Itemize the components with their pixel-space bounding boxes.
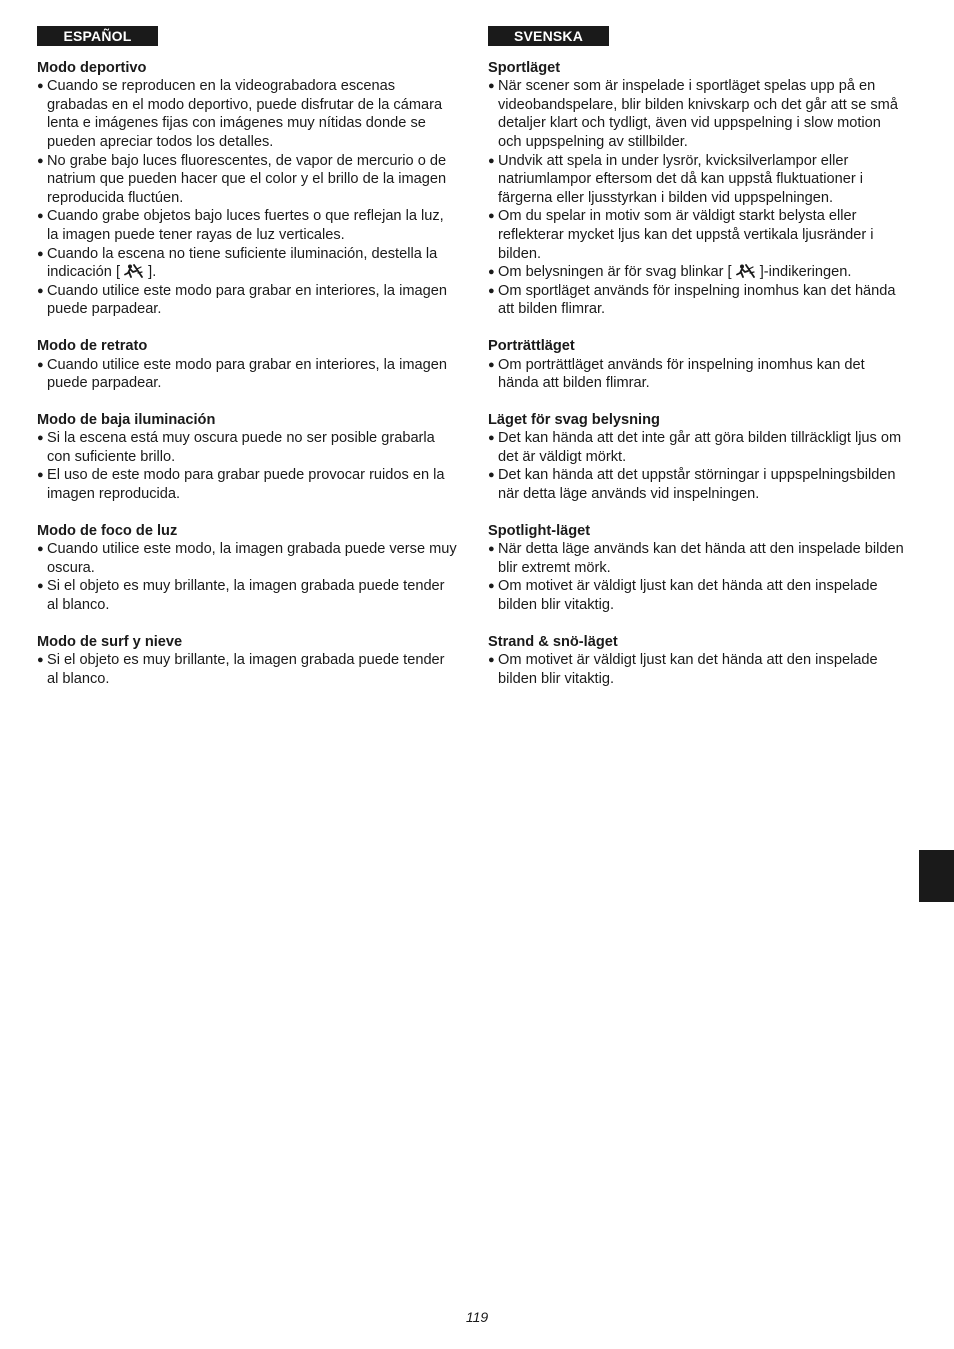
low-light-warning-icon	[736, 264, 756, 278]
list-item	[37, 282, 457, 319]
item-text-before: Om belysningen är för svag blinkar [	[498, 264, 732, 281]
bullet-icon: ●	[488, 543, 495, 556]
bullet-icon: ●	[488, 80, 495, 93]
list-item	[37, 77, 457, 151]
item-text: Cuando grabe objetos bajo luces fuertes o que reflejan la luz, la imagen puede tener rayas de luz verticales.	[47, 208, 444, 243]
list-item	[488, 466, 908, 503]
list-item	[488, 263, 908, 282]
espanol-column	[37, 26, 457, 688]
list-item	[37, 356, 457, 393]
bullet-icon: ●	[37, 284, 44, 297]
list-item	[37, 577, 457, 614]
bullet-list	[37, 356, 457, 393]
bullet-list	[488, 356, 908, 393]
list-item	[488, 77, 908, 151]
section	[37, 411, 457, 504]
section-title: Modo de baja iluminación	[37, 411, 216, 428]
section-title: Porträttläget	[488, 337, 575, 354]
bullet-icon: ●	[37, 154, 44, 167]
item-text: Cuando utilice este modo, la imagen grabada puede verse muy oscura.	[47, 541, 457, 576]
list-item	[488, 651, 908, 688]
section	[488, 59, 908, 319]
low-light-warning-icon	[124, 264, 144, 278]
list-item	[37, 245, 457, 282]
bullet-icon: ●	[488, 210, 495, 223]
item-text-after: ]-indikeringen.	[759, 264, 852, 281]
section-title: Strand & snö-läget	[488, 633, 618, 650]
bullet-icon: ●	[488, 284, 495, 297]
item-text: Det kan hända att det uppstår störningar i uppspelningsbilden när detta läge används vid inspelningen.	[498, 467, 896, 503]
section	[488, 522, 908, 615]
item-text: Cuando se reproducen en la videograbadora escenas grabadas en el modo deportivo, puede disfrutar de la cámara lenta e imágenes fijas con imágenes muy nítidas donde se pueden apreciar todos los detalles.	[47, 78, 443, 150]
list-item	[488, 207, 908, 263]
section	[488, 633, 908, 689]
bullet-icon: ●	[37, 210, 44, 223]
bullet-list	[488, 429, 908, 503]
bullet-icon: ●	[488, 154, 495, 167]
item-text: Det kan hända att det inte går att göra bilden tillräckligt ljus om det är väldigt mörkt.	[498, 430, 902, 465]
bullet-list	[37, 429, 457, 503]
item-text-before: Cuando la escena no tiene suficiente iluminación, destella la indicación [	[47, 245, 438, 281]
bullet-icon: ●	[37, 469, 44, 482]
item-text: Cuando utilice este modo para grabar en interiores, la imagen puede parpadear.	[47, 356, 447, 392]
bullet-list	[37, 651, 457, 688]
section-title: Modo de foco de luz	[37, 522, 178, 539]
list-item	[488, 282, 908, 319]
section	[488, 411, 908, 504]
page-number: 119	[465, 1309, 489, 1325]
bullet-icon: ●	[488, 580, 495, 593]
section	[37, 337, 457, 393]
section	[37, 633, 457, 689]
language-label-espanol: ESPAÑOL	[37, 26, 158, 46]
bullet-icon: ●	[37, 358, 44, 371]
item-text: Si la escena está muy oscura puede no ser posible grabarla con suficiente brillo.	[47, 430, 435, 465]
list-item	[37, 152, 457, 208]
bullet-icon: ●	[488, 469, 495, 482]
svenska-sections	[488, 59, 908, 689]
item-text: El uso de este modo para grabar puede provocar ruidos en la imagen reproducida.	[47, 467, 445, 503]
item-text-after: ].	[148, 264, 157, 281]
bullet-icon: ●	[488, 432, 495, 445]
item-text: Cuando utilice este modo para grabar en interiores, la imagen puede parpadear.	[47, 282, 447, 318]
section	[37, 59, 457, 319]
item-text: Undvik att spela in under lysrör, kvicksilverlampor eller natriumlampor eftersom det då kan uppstå fluktuationer i färgerna eller ljusstyrkan i bilden vid uppspelningen.	[498, 152, 864, 206]
svenska-column	[488, 26, 908, 688]
list-item	[37, 466, 457, 503]
section-title: Läget för svag belysning	[488, 411, 660, 428]
bullet-list	[488, 651, 908, 688]
section	[37, 522, 457, 615]
item-text: Om sportläget används för inspelning inomhus kan det hända att bilden flimrar.	[498, 282, 896, 318]
list-item	[488, 429, 908, 466]
section	[488, 337, 908, 393]
bullet-list	[488, 540, 908, 614]
bullet-icon: ●	[37, 654, 44, 667]
section-title: Modo de surf y nieve	[37, 633, 183, 650]
bullet-icon: ●	[37, 247, 44, 260]
bullet-list	[37, 77, 457, 319]
bullet-icon: ●	[37, 543, 44, 556]
list-item	[37, 540, 457, 577]
bullet-list	[488, 77, 908, 319]
list-item	[37, 207, 457, 244]
item-text: No grabe bajo luces fluorescentes, de vapor de mercurio o de natrium que pueden hacer que el color y el brillo de la imagen reproducida fluctúen.	[47, 152, 447, 206]
list-item	[488, 152, 908, 208]
item-text: Om du spelar in motiv som är väldigt starkt belysta eller reflekterar mycket ljus kan det uppstå vertikala ljusränder i bilden.	[498, 208, 874, 262]
bullet-icon: ●	[488, 358, 495, 371]
bullet-icon: ●	[488, 266, 495, 279]
language-label-svenska: SVENSKA	[488, 26, 609, 46]
bullet-icon: ●	[37, 580, 44, 593]
list-item	[488, 540, 908, 577]
list-item	[37, 429, 457, 466]
section-title: Spotlight-läget	[488, 522, 591, 539]
bullet-icon: ●	[488, 654, 495, 667]
list-item	[37, 651, 457, 688]
item-text: När detta läge används kan det hända att den inspelade bilden blir extremt mörk.	[498, 541, 904, 576]
bullet-icon: ●	[37, 432, 44, 445]
section-title: Sportläget	[488, 59, 561, 76]
espanol-sections	[37, 59, 457, 689]
list-item	[488, 356, 908, 393]
item-text: Om motivet är väldigt ljust kan det hända att den inspelade bilden blir vitaktig.	[498, 652, 878, 687]
item-text: Si el objeto es muy brillante, la imagen grabada puede tender al blanco.	[47, 578, 445, 614]
bullet-icon: ●	[37, 80, 44, 93]
item-text: Om porträttläget används för inspelning inomhus kan det hända att bilden flimrar.	[498, 356, 865, 392]
chapter-edge-tab	[919, 850, 954, 902]
section-title: Modo deportivo	[37, 59, 147, 76]
item-text: När scener som är inspelade i sportläget spelas upp på en videobandspelare, blir bilden knivskarp och det går att se små detaljer klart och tydligt, även vid uppspelning i slow motion och uppspelning av stillbilder.	[498, 78, 898, 150]
bullet-list	[37, 540, 457, 614]
list-item	[488, 577, 908, 614]
item-text: Om motivet är väldigt ljust kan det hända att den inspelade bilden blir vitaktig.	[498, 578, 878, 614]
item-text: Si el objeto es muy brillante, la imagen grabada puede tender al blanco.	[47, 652, 445, 687]
section-title: Modo de retrato	[37, 337, 148, 354]
